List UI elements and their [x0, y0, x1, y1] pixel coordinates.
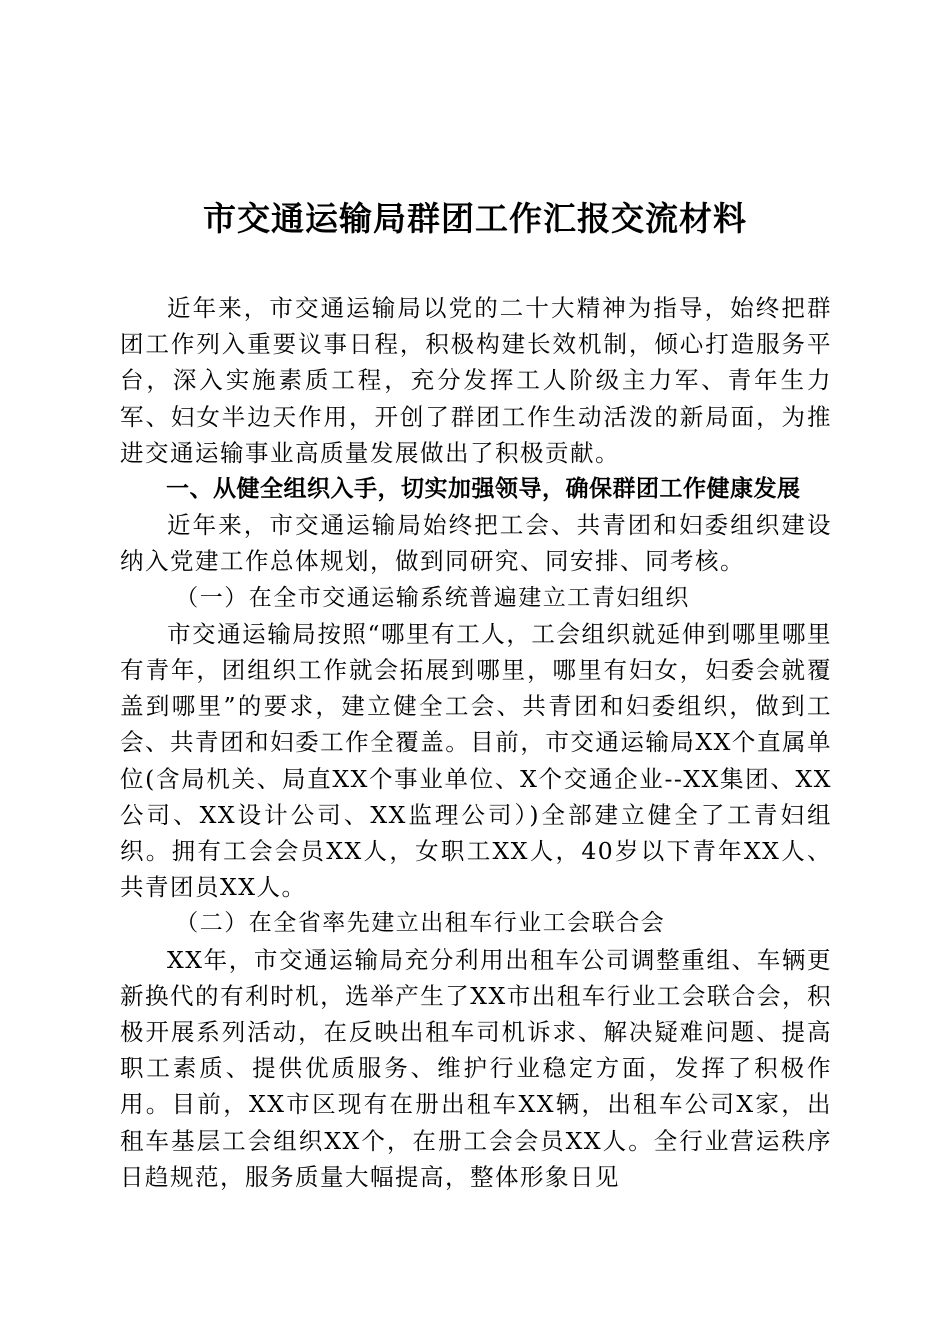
subsection-2-paragraph: XX年，市交通运输局充分利用出租车公司调整重组、车辆更新换代的有利时机，选举产生了XX市出租车行业工会联合会，积极开展系列活动，在反映出租车司机诉求、解决疑难问题、提高职工素质、提供优质服务、维护行业稳定方面，发挥了积极作用。目前，XX市区现有在册出租车XX辆，出租车公司X家，出租车基层工会组织XX个，在册工会会员XX人。全行业营运秩序日趋规范，服务质量大幅提高，整体形象日见: [120, 945, 832, 1191]
subsection-heading-2: （二）在全省率先建立出租车行业工会联合会: [175, 910, 666, 937]
intro-paragraph: 近年来，市交通运输局以党的二十大精神为指导，始终把群团工作列入重要议事日程，积极构建长效机制，倾心打造服务平台，深入实施素质工程，充分发挥工人阶级主力军、青年生力军、妇女半边天作用，开创了群团工作生动活泼的新局面，为推进交通运输事业高质量发展做出了积极贡献。: [120, 294, 832, 467]
section-1-paragraph: 近年来，市交通运输局始终把工会、共青团和妇委组织建设纳入党建工作总体规划，做到同研究、同安排、同考核。: [120, 511, 832, 576]
subsection-heading-1: （一）在全市交通运输系统普遍建立工青妇组织: [175, 584, 690, 611]
document-title: 市交通运输局群团工作汇报交流材料: [203, 199, 747, 238]
subsection-1-paragraph: 市交通运输局按照“哪里有工人，工会组织就延伸到哪里哪里有青年，团组织工作就会拓展到哪里，哪里有妇女，妇委会就覆盖到哪里”的要求，建立健全工会、共青团和妇委组织，做到工会、共青团和妇委工作全覆盖。目前，市交通运输局XX个直属单位(含局机关、局直XX个事业单位、X个交通企业--XX集团、XX公司、XX设计公司、XX监理公司）)全部建立健全了工青妇组织。拥有工会会员XX人，女职工XX人，40岁以下青年XX人、共青团员XX人。: [120, 619, 832, 902]
document-body: [120, 290, 832, 1195]
section-heading-1: 一、从健全组织入手，切实加强领导，确保群团工作健康发展: [166, 476, 801, 503]
